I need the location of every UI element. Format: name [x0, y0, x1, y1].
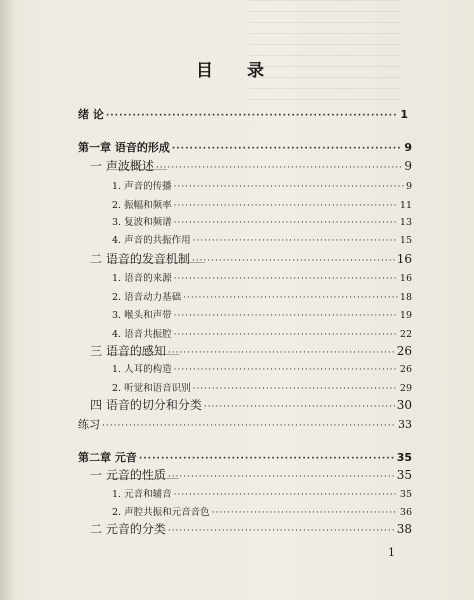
toc-entry-label: 1. 元音和辅音 [112, 489, 172, 500]
toc-entry-page: 9 [405, 181, 412, 192]
toc-entry-label: 2. 声腔共振和元音音色 [112, 507, 210, 518]
toc-entry-page: 29 [399, 383, 412, 394]
toc-entry-label: 1. 声音的传播 [112, 181, 172, 192]
leader-dots [102, 421, 396, 431]
toc-entry-section[interactable] [90, 466, 412, 483]
toc-entry-label: 2. 听觉和语音识别 [112, 383, 191, 394]
leader-dots [106, 111, 399, 121]
toc-entry-chapter-2[interactable] [78, 449, 412, 465]
toc-entry-item[interactable] [112, 380, 412, 394]
toc-entry-item[interactable] [112, 361, 412, 375]
toc-entry-section[interactable] [90, 250, 412, 267]
toc-entry-page: 11 [399, 200, 412, 211]
leader-dots [174, 330, 398, 340]
toc-entry-item[interactable] [112, 307, 412, 321]
leader-dots [212, 508, 398, 518]
toc-entry-item[interactable] [112, 270, 412, 284]
toc-entry-label: 练习 [78, 418, 100, 431]
toc-entry-page: 35 [396, 468, 412, 482]
leader-dots [172, 144, 403, 154]
toc-entry-intro[interactable] [78, 106, 408, 122]
toc-entry-label: 四 语音的切分和分类 [90, 398, 202, 412]
toc-entry-item[interactable] [112, 197, 412, 211]
toc-entry-label: 1. 语音的来源 [112, 273, 172, 284]
toc-entry-page: 9 [404, 159, 412, 173]
toc-entry-label: 第一章 语音的形成 [78, 141, 170, 154]
toc-entry-label: 1. 人耳的构造 [112, 364, 172, 375]
toc-entry-page: 9 [404, 141, 412, 154]
leader-dots [139, 454, 395, 464]
toc-entry-page: 30 [396, 398, 412, 412]
toc-entry-page: 35 [399, 489, 412, 500]
toc-entry-page: 22 [399, 329, 412, 340]
toc-entry-page: 36 [399, 507, 412, 518]
toc-entry-page: 33 [398, 418, 412, 431]
toc-entry-label: 第二章 元音 [78, 451, 137, 464]
leader-dots [156, 163, 403, 173]
toc-entry-page: 26 [396, 344, 412, 358]
leader-dots [193, 236, 398, 246]
toc-entry-label: 二 语音的发音机制 [90, 252, 190, 266]
toc-entry-label: 4. 声音的共振作用 [112, 235, 191, 246]
toc-entry-item[interactable] [112, 178, 412, 192]
leader-dots [174, 182, 404, 192]
leader-dots [193, 384, 398, 394]
toc-entry-label: 3. 复波和频谱 [112, 217, 172, 228]
toc-entry-item[interactable] [112, 486, 412, 500]
toc-entry-label: 2. 振幅和频率 [112, 200, 172, 211]
toc-entry-section[interactable] [90, 157, 412, 174]
toc-entry-page: 26 [399, 364, 412, 375]
leader-dots [174, 218, 398, 228]
toc-entry-exercise[interactable] [78, 416, 412, 432]
toc-entry-item[interactable] [112, 289, 412, 303]
toc-entry-item[interactable] [112, 214, 412, 228]
toc-entry-page: 38 [396, 522, 412, 536]
toc-entry-page: 18 [399, 292, 412, 303]
toc-entry-page: 16 [399, 273, 412, 284]
pencil-underline [107, 262, 205, 263]
leader-dots [174, 365, 398, 375]
toc-entry-label: 一 元音的性质 [90, 468, 166, 482]
toc-entry-label: 3. 喉头和声带 [112, 310, 172, 321]
toc-entry-page: 15 [399, 235, 412, 246]
leader-dots [174, 311, 398, 321]
page-number: 1 [388, 546, 395, 559]
toc-entry-section[interactable] [90, 520, 412, 537]
leader-dots [192, 256, 395, 266]
toc-entry-label: 三 语音的感知 [90, 344, 166, 358]
leader-dots [183, 293, 398, 303]
toc-entry-chapter-1[interactable] [78, 139, 412, 155]
leader-dots [168, 472, 395, 482]
pencil-underline [107, 478, 179, 479]
toc-entry-page: 35 [396, 451, 412, 464]
toc-entry-page: 1 [400, 108, 408, 121]
leader-dots [204, 402, 395, 412]
leader-dots [168, 348, 395, 358]
leader-dots [174, 201, 398, 211]
toc-entry-item[interactable] [112, 504, 412, 518]
leader-dots [168, 526, 395, 536]
toc-entry-section[interactable] [90, 396, 412, 413]
toc-entry-item[interactable] [112, 232, 412, 246]
leader-dots [174, 274, 398, 284]
toc-entry-label: 4. 语音共振腔 [112, 329, 172, 340]
toc-entry-page: 19 [399, 310, 412, 321]
pencil-underline [107, 169, 167, 170]
toc-entry-label: 2. 语音动力基础 [112, 292, 182, 303]
toc-entry-page: 13 [399, 217, 412, 228]
page-title: 目 录 [196, 61, 278, 81]
toc-entry-label: 绪 论 [78, 108, 104, 121]
pencil-underline [107, 354, 179, 355]
toc-entry-section[interactable] [90, 342, 412, 359]
toc-entry-label: 二 元音的分类 [90, 522, 166, 536]
toc-entry-page: 16 [396, 252, 412, 266]
toc-entry-item[interactable] [112, 326, 412, 340]
leader-dots [174, 490, 398, 500]
toc-entry-label: 一 声波概述 [90, 159, 154, 173]
